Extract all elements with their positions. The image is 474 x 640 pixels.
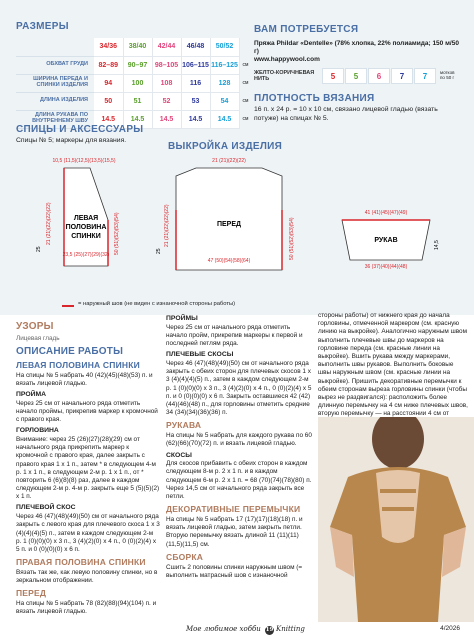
sizes-cell: 38/40 — [123, 38, 152, 56]
front-label: ПЕРЕД — [216, 221, 242, 228]
instructions-column-3 — [318, 312, 468, 427]
armholes-text: Через 25 см от начального ряда отметить начало пройм, прикрепив маркеры к первой и последней петлям ряда. — [166, 323, 303, 348]
assembly-continued-text: стороны работы) от нижнего края до начала горловины, отмеченной маркером (см. красную линию на выкройке). Аналогично наружным швом выполнить плечевые швы до маркеров на горловине переда (см. красные линии на выкройке). Вшить рукава между маркерами, выполнить швы рукавов. Выполнить боковые швы наружным швом (см. красные линии на выкройке). Пришить декоративные перемычки к обеим сторонам выреза горловины спинки (чтобы вырез не раздвигался): расположить более длинную перемычку на 4 см ниже плечевых швов, вторую перемычку — на расстоянии 4 см от — [318, 312, 468, 418]
armhole-heading: ПРОЙМА — [16, 391, 47, 399]
front-shape — [176, 168, 282, 270]
pattern-schematic — [0, 150, 474, 310]
left-back-heading: ЛЕВАЯ ПОЛОВИНА СПИНКИ — [16, 359, 140, 370]
sizes-cell: 90–97 — [123, 56, 152, 74]
seam-legend-line — [62, 305, 74, 307]
straps-heading: ДЕКОРАТИВНЫЕ ПЕРЕМЫЧКИ — [166, 504, 301, 515]
sizes-cell: 82–89 — [94, 56, 123, 74]
tools-heading: СПИЦЫ И АКСЕССУАРЫ — [16, 124, 144, 135]
shoulder-heading: ПЛЕЧЕВОЙ СКОС — [16, 504, 76, 512]
left-back-text: На спицы № 5 набрать 40 (42)(45)(48)(53) п. и вязать лицевой гладью. — [16, 371, 153, 387]
armholes-heading: ПРОЙМЫ — [166, 315, 198, 322]
magazine-name: Мое любимое хобби — [186, 625, 261, 633]
front-top-dim: 21 (21)(22)(22) — [212, 158, 246, 164]
sizes-cell: 98–105 — [152, 56, 181, 74]
shaping-heading: СКОСЫ — [166, 451, 192, 459]
assembly-heading: СБОРКА — [166, 551, 204, 562]
front-heading: ПЕРЕД — [16, 588, 47, 599]
page-number: 19 — [265, 627, 274, 633]
pattern-heading: ВЫКРОЙКА ИЗДЕЛИЯ — [168, 141, 283, 152]
sleeve-label: РУКАВ — [374, 237, 398, 244]
gauge-text: 16 п. х 24 р. = 10 х 10 см, связано лицевой гладью (вязать потуже) на спицах № 5. — [254, 106, 438, 123]
shoulders-heading: ПЛЕЧЕВЫЕ СКОСЫ — [166, 351, 234, 359]
sizes-cell: 14.5 — [181, 110, 210, 128]
gauge-heading: ПЛОТНОСТЬ ВЯЗАНИЯ — [254, 93, 375, 104]
tools-text: Спицы № 5; маркеры для вязания. — [16, 137, 127, 144]
sizes-cell: 54 — [210, 92, 239, 110]
page-footer — [0, 618, 474, 640]
patterns-subtitle: Лицевая гладь — [16, 334, 60, 342]
back-label-3: СПИНКИ — [71, 233, 101, 240]
armhole-text: Через 25 см от начального ряда отметить начало проймы, прикрепив маркер к кромочной с правого края. — [16, 399, 158, 424]
sizes-table — [16, 38, 248, 129]
sizes-row-label: ОБХВАТ ГРУДИ — [16, 56, 94, 74]
sizes-cell: 14.5 — [152, 110, 181, 128]
shaping-text: Для скосов прибавить с обеих сторон в каждом следующем 8-м р. 2 х 1 п. и в каждом следующем 6-м р. 2 х 1 п. = 68 (70)(74)(78)(80) п. Через 14,5 см от начального ряда закрыть все петли. — [166, 460, 312, 500]
instructions-column-2 — [166, 312, 312, 581]
issue-number: 4/2026 — [440, 625, 460, 632]
sizes-cell: 106–115 — [181, 56, 210, 74]
neckline-heading: ГОРЛОВИНА — [16, 427, 59, 435]
sizes-cell: 94 — [94, 74, 123, 92]
back-full-dim: 50 (51)(52)(53)(54) — [114, 212, 120, 255]
sizes-cell: 108 — [152, 74, 181, 92]
yarn-amount-size-5: 7 — [414, 68, 436, 84]
sizes-cell: 14.5 — [123, 110, 152, 128]
sizes-row-unit: см — [242, 116, 249, 122]
sizes-cell: 53 — [181, 92, 210, 110]
sizes-row-unit — [239, 38, 248, 56]
assembly-text: Сшить 2 половины спинки наружным швом (= выполнить матрасный шов с изнаночной — [166, 563, 303, 579]
sizes-heading: РАЗМЕРЫ — [16, 21, 69, 32]
yarn-description: Пряжа Phildar «Dentelle» (78% хлопка, 22% полиамида; 150 м/50 г) — [254, 40, 459, 56]
sleeve-bottom-dim: 36 (37)(40)(44)(48) — [364, 264, 408, 270]
work-description-heading: ОПИСАНИЕ РАБОТЫ — [16, 345, 124, 357]
sizes-row-label: ШИРИНА ПЕРЕДА И СПИНКИ ИЗДЕЛИЯ — [16, 74, 94, 92]
sizes-row-unit: см — [242, 80, 249, 86]
sizes-cell: 14.5 — [210, 110, 239, 128]
magazine-footer — [186, 625, 305, 635]
front-height-dim: 25 — [156, 248, 162, 254]
sizes-cell: 46/48 — [181, 38, 210, 56]
front-full-dim: 50 (51)(52)(53)(54) — [289, 217, 295, 260]
garment-photo-illustration — [318, 417, 474, 622]
sizes-cell: 116 — [181, 74, 210, 92]
sizes-row — [16, 56, 248, 74]
neckline-text: Внимание: через 25 (26)(27)(28)(29) см от начального ряда прикрепить маркер к кромочной с правого края, далее закрыть с правого края 1 х 1 п., затем * в следующем 4-м р. 1 х 1 п., в следующем 2-м р. 1 х 1 п., от * повторить 6 (6)(8)(8) раз, далее в каждом следующем 2-м р. 4-м р. закрыть еще 5 (5)(5)(2) х 1 п. — [16, 435, 160, 501]
yarn-unit: мотков по 50 г — [440, 70, 455, 80]
sizes-cell: 100 — [123, 74, 152, 92]
sizes-cell: 116–125 — [210, 56, 239, 74]
sizes-row — [16, 92, 248, 110]
sizes-cell: 34/36 — [94, 38, 123, 56]
seam-legend: = наружный шов (не виден с изнаночной стороны работы) — [78, 301, 236, 307]
sizes-cell: 50 — [94, 92, 123, 110]
sizes-row-label: ДЛИНА ИЗДЕЛИЯ — [16, 92, 94, 110]
sleeves-text: На спицы № 5 набрать для каждого рукава по 60 (62)(66)(70)(72) п. и вязать лицевой гладью. — [166, 432, 312, 448]
sizes-cell: 51 — [123, 92, 152, 110]
instructions-column-1 — [16, 318, 160, 617]
section-name: Knitting — [276, 625, 305, 633]
yarn-color-name: ЖЕЛТО-КОРИЧНЕВАЯ НИТЬ — [254, 69, 315, 82]
sizes-row — [16, 38, 248, 56]
sleeve-height-dim: 14,5 — [434, 240, 440, 250]
sizes-row-label: ДЛИНА РУКАВА ПО ВНУТРЕННЕМУ ШВУ — [16, 110, 94, 128]
sizes-row-label — [16, 38, 94, 56]
sizes-row — [16, 74, 248, 92]
straps-text: На спицы № 5 набрать 17 (17)(17)(18)(18) п. и вязать лицевой гладью, затем закрыть петли. Вторую перемычку вязать длиной 11 (11)(11)(11,5)(11,5) см. — [166, 516, 303, 548]
front-bottom-dim: 47 (50)(54)(58)(64) — [207, 258, 251, 264]
back-height-dim: 25 — [36, 246, 42, 252]
garment-photo — [318, 417, 474, 622]
yarn-amount-size-1: 5 — [322, 68, 344, 84]
sizes-cell: 42/44 — [152, 38, 181, 56]
sizes-cell: 52 — [152, 92, 181, 110]
shoulders-text: Через 46 (47)(48)(49)(50) см от начального ряда закрыть с обеих сторон для плечевых скосов 1 х 3 (4)(4)(4)(5) п., затем в каждом следующем 2-м р. 1 (0)(0)(0) х 3 п., 3 (4)(2)(0) х 4 п., 0 (0)(2)(4) х 5 п. и 0 (0)(0)(0) х 6 п. Закрыть оставшиеся 42 (42)(44)(46)(48) п., для горловины отметить средние 34 (34)(34)(36)(36) п. — [166, 359, 312, 417]
sizes-cell: 50/52 — [210, 38, 239, 56]
materials-heading: ВАМ ПОТРЕБУЕТСЯ — [254, 24, 359, 35]
back-label-1: ЛЕВАЯ — [73, 215, 99, 222]
sizes-row-unit: см — [242, 98, 249, 104]
sizes-cell: 128 — [210, 74, 239, 92]
sleeve-top-dim: 41 (41)(45)(47)(49) — [364, 210, 408, 216]
back-bottom-dim: 23,5 (25)(27)(29)(32) — [62, 252, 110, 258]
yarn-amount-size-3: 6 — [368, 68, 390, 84]
sleeves-heading: РУКАВА — [166, 420, 202, 431]
right-back-text: Вязать так же, как левую половину спинки, но в зеркальном отображении. — [16, 568, 158, 585]
yarn-amount-size-2: 5 — [345, 68, 367, 84]
yarn-amounts — [254, 68, 459, 84]
right-back-heading: ПРАВАЯ ПОЛОВИНА СПИНКИ — [16, 557, 146, 568]
front-text: На спицы № 5 набрать 78 (82)(88)(94)(104) п. и вязать лицевой гладью. — [16, 600, 157, 616]
front-side-dim: 21 (21)(22)(22)(22) — [164, 204, 170, 247]
patterns-heading: УЗОРЫ — [16, 321, 54, 332]
back-side-dim: 21 (21)(22)(22)(22) — [46, 202, 52, 245]
yarn-url: www.happywool.com — [254, 56, 320, 63]
sizes-cell: 14.5 — [94, 110, 123, 128]
back-top-dim: 10,5 (11,5)(12,5)(13,5)(15,5) — [52, 158, 116, 164]
shoulder-text: Через 46 (47)(48)(49)(50) см от начального ряда закрыть с левого края для плечевого скоса 1 х 3 (4)(4)(4)(5) п., затем в каждом следующем 2-м р. 1 (0)(0)(0) х 3 п., 3 (4)(2)(0) х 4 п., 0 (0)(2)(4) х 5 п. и 0 (0)(0)(0) х 6 п. — [16, 513, 160, 553]
back-label-2: ПОЛОВИНА — [65, 224, 107, 231]
sizes-row-unit: см — [242, 62, 249, 68]
yarn-amount-size-4: 7 — [391, 68, 413, 84]
